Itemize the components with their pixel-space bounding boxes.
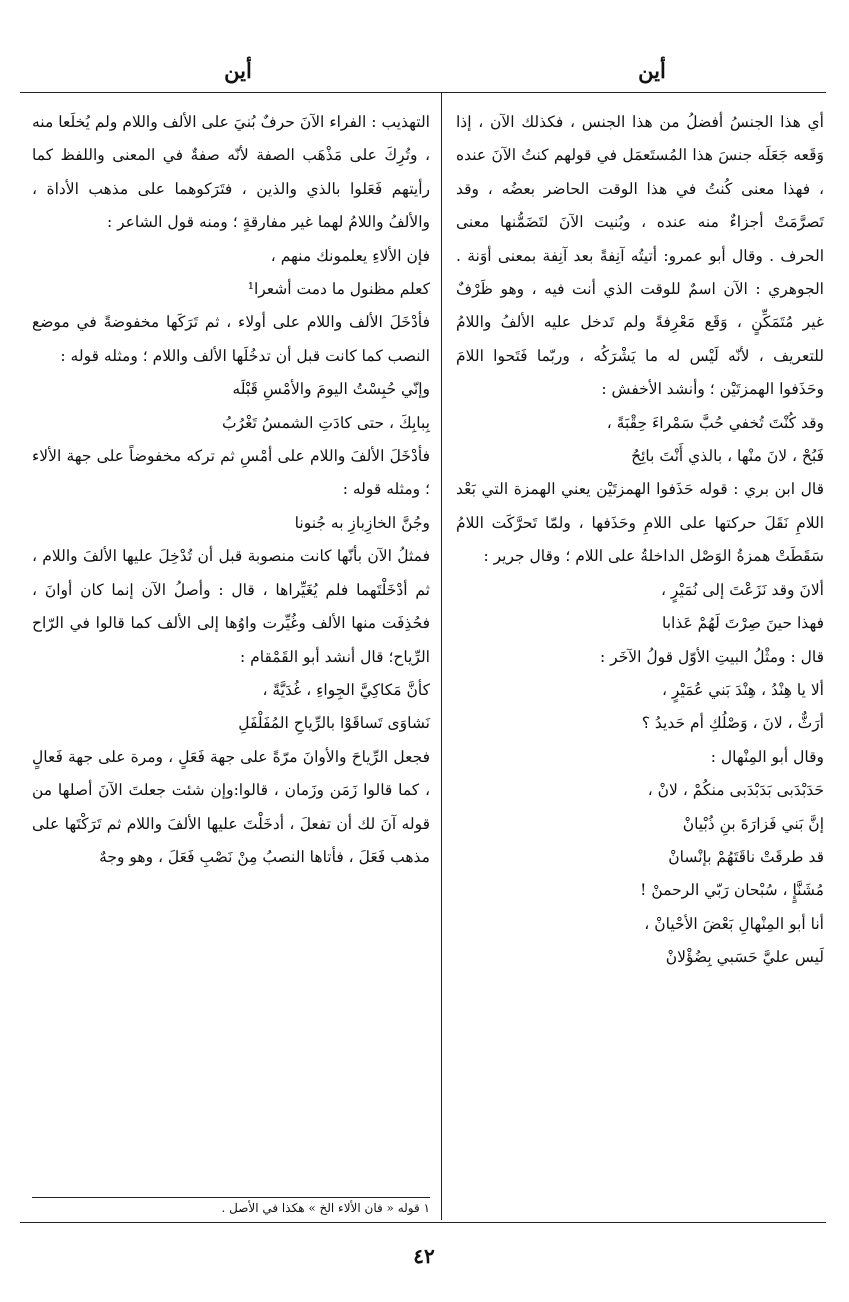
paragraph: التهذيب : الفراء الآنَ حرفٌ بُنيَ على الألف واللام ولم يُخلَعا منه ، وتُرِكَ على مَذْهَب الصفة لأنّه صفةٌ في المعنى واللفظ كما رأيتهم فَعَلوا بالذي والذين ، فتَرَكوهما على مذهب الأداة ، والألفُ واللامُ لهما غير مفارقةٍ ؛ ومنه قول الشاعر : <box>32 113 430 232</box>
verse <box>32 240 430 307</box>
paragraph: فأدْخَلَ الألفَ واللام على أمْسِ ثم تركه مخفوضاً على جهة الألاء ؛ ومثله قوله : <box>32 447 430 499</box>
verse-hemistich: ألانَ وقد نَزَعْتَ إلى نُمَيْرٍ ، <box>661 580 824 599</box>
verse <box>456 407 824 474</box>
running-header-left: أين <box>224 58 252 83</box>
verse-hemistich: حَدَبْدَبى بَدَبْدَبى منكُمْ ، لانْ ، <box>647 781 824 800</box>
right-column <box>456 106 824 975</box>
verse-hemistich: وجُنَّ الخازِبازِ به جُنونا <box>294 513 430 532</box>
bottom-rule <box>20 1222 826 1223</box>
footnote: ١ قوله « فان الألاء الخ » هكذا في الأصل . <box>221 1201 430 1215</box>
verse-hemistich: أرَثٌّ ، لانَ ، وَصْلُكِ أم حَديدُ ؟ <box>641 714 824 733</box>
page-number: ٤٢ <box>413 1244 435 1268</box>
verse <box>456 674 824 741</box>
verse-hemistich: نَشاوَى تَساقَوْا بالرِّياحِ المُفَلْفَلِ <box>238 714 430 733</box>
paragraph: وقال أبو المِنْهال : <box>710 747 824 766</box>
verse-hemistich: ألا يا هِنْدُ ، هِنْدَ بَني عُمَيْرٍ ، <box>661 680 824 699</box>
verse <box>32 674 430 741</box>
verse <box>456 774 824 974</box>
verse-hemistich: إنَّ بَني فَزارَةَ بنِ ذُبْيانْ <box>682 814 824 833</box>
verse-hemistich: كعلم مظنول ما دمت أشعرا¹ <box>247 280 430 299</box>
running-header-right: أين <box>638 58 666 83</box>
paragraph: أي هذا الجنسُ أفضلُ من هذا الجنس ، فكذلك الآن ، إذا وَقَعه جَعَلَه جنسَ هذا المُستَعمَل في قولهم كنتُ الآنَ عنده ، فهذا معنى كُنتُ في هذا الوقت الحاضر بعضُه ، وقد تَصرَّمَتْ أجزاءٌ منه عنده ، وبُنيت الآنَ لتَضَمُّنها معنى الحرف . وقال أبو عمرو: أتيتُه آنِفةً بعد آنِفة بمعنى أوَنة . الجوهري : الآن اسمٌ للوقت الذي أنت فيه ، وهو ظَرْفٌ غير مُتَمَكِّنٍ ، وَقَع مَعْرِفةً ولم تَدخل عليه الألفُ واللامُ للتعريف ، لأنّه لَيْس له ما يَشْرَكُه ، وربّما فَتَحوا اللامَ وحَذَفوا الهمزتَيْن ؛ وأنشد الأخفش : <box>456 113 824 399</box>
verse-hemistich: فإن الألاءِ يعلمونك منهم ، <box>270 246 430 265</box>
paragraph: فأدْخَلَ الألف واللام على أولاء ، ثم تَرَكَها مخفوضةً في موضع النصب كما كانت قبل أن تدخُلَها الألف واللام ؛ ومثله قوله : <box>32 313 430 365</box>
verse-hemistich: وقد كُنْتَ تُخفي حُبَّ سَمْراءَ حِقْبَةً ، <box>606 413 824 432</box>
footnote-rule <box>32 1197 430 1198</box>
verse <box>456 574 824 641</box>
verse <box>32 373 430 440</box>
paragraph: قال : ومثْلُ البيتِ الأوّل قولُ الآخَر : <box>600 647 824 666</box>
paragraph: فمثلُ الآن بأنّها كانت منصوبة قبل أن تُدْخِلَ عليها الألفَ واللام ، ثم أدْخَلْتَهما فلم يُغَيِّراها ، قال : وأصلُ الآن إنما كان أوانَ ، فحُذِفَت منها الألف وغُيِّرت واوُها إلى الألف كما قالوا في الرّاح الرِّياح؛ قال أنشد أبو القَمْقام : <box>32 547 430 666</box>
verse-hemistich: بِبابِكَ ، حتى كادَتِ الشمسُ تَغْرُبُ <box>221 413 430 432</box>
verse-hemistich: أنا أبو المِنْهالِ بَعْضَ الأحْيانْ ، <box>644 914 824 933</box>
top-rule <box>20 92 826 93</box>
verse-hemistich: وإنّي حُبِسْتُ اليومَ والأمْسِ قَبْلَه <box>232 380 430 399</box>
verse-hemistich: فَبُحْ ، لانَ منْها ، بالذي أَنْتَ بائِحُ <box>631 447 824 466</box>
column-divider <box>441 92 442 1220</box>
paragraph: قال ابن بري : قوله حَذَفوا الهمزتَيْن يعني الهمزة التي بَعْد اللامِ نَقَلَ حركتها على اللامِ وحَذَفها ، ولمّا تَحرَّكَت اللامُ سَقَطَتْ همزةُ الوَصْل الداخلةُ على اللام ؛ وقال جرير : <box>456 480 824 566</box>
verse-hemistich: قد طرقَتْ ناقَتَهُمْ بإنْسانْ <box>668 847 824 866</box>
verse-hemistich: لَيس عليَّ حَسَبي بِضُؤْلانْ <box>665 948 824 967</box>
paragraph: فجعل الرِّياحَ والأوانَ مرّةً على جهة فَعَلٍ ، ومرة على جهة فَعالٍ ، كما قالوا زَمَن وزَمان ، قالوا:وإن شئت جعلتَ الآنَ أصلها من قوله آنَ لك أن تفعلَ ، أدخَلْتَ عليها الألفَ واللام ثم تَرَكْتَها على مذهب فَعَلَ ، فأتاها النصبُ مِنْ نَصْبِ فَعَلَ ، وهو وجهٌ <box>32 747 430 866</box>
verse <box>32 507 430 540</box>
verse-hemistich: مُشَنَّإٍ ، سُبْحان رَبّي الرحمنْ ! <box>640 881 824 900</box>
verse-hemistich: كأنَّ مَكاكِيَّ الجِواءِ ، غُدَيَّةً ، <box>262 680 430 699</box>
left-column <box>32 106 430 874</box>
verse-hemistich: فهذا حينَ صِرْتَ لَهُمْ عَذابا <box>662 614 824 633</box>
